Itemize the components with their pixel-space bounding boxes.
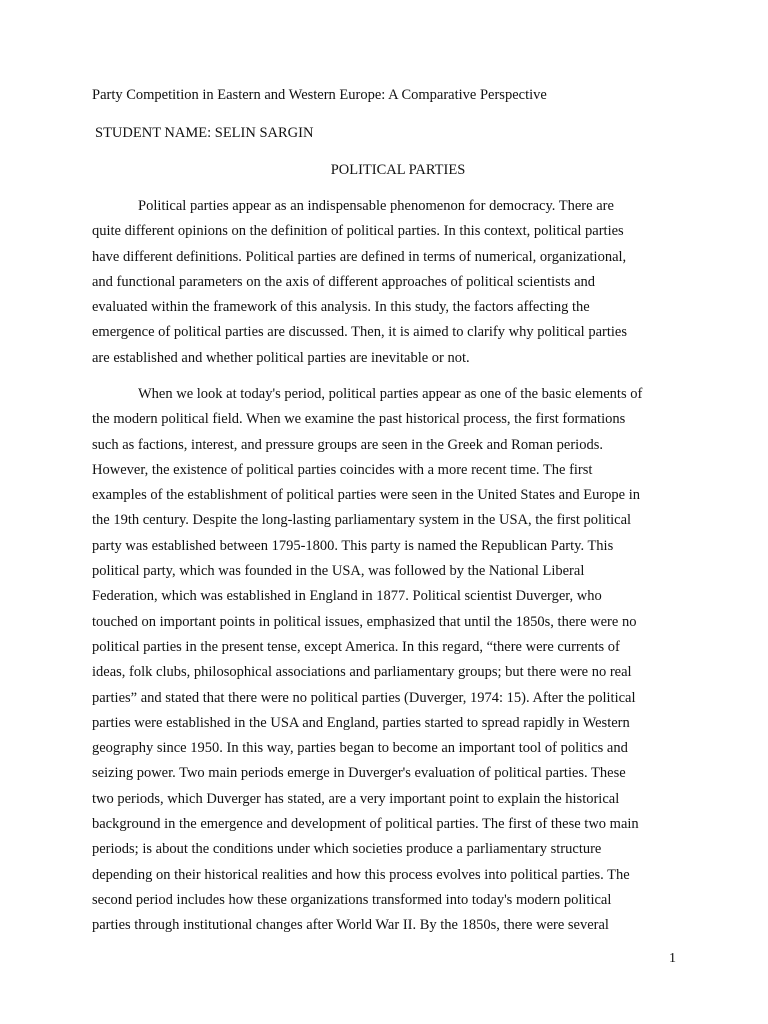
paragraph-line: such as factions, interest, and pressure groups are seen in the Greek and Roman periods. <box>92 436 603 453</box>
paragraph-line: the 19th century. Despite the long-lasting parliamentary system in the USA, the first political <box>92 512 632 529</box>
paragraph-line: have different definitions. Political parties are defined in terms of numerical, organizational, <box>92 248 627 265</box>
document-title: Party Competition in Eastern and Western Europe: A Comparative Perspective <box>92 87 547 103</box>
paragraph-line: two periods, which Duverger has stated, are a very important point to explain the historical <box>92 790 620 807</box>
paragraph-line: second period includes how these organizations transformed into today's modern political <box>92 891 612 908</box>
paragraph-line: parties were established in the USA and England, parties started to spread rapidly in Western <box>92 714 630 731</box>
paragraph-line: However, the existence of political parties coincides with a more recent time. The first <box>92 461 593 478</box>
paragraph-line: geography since 1950. In this way, parties began to become an important tool of politics and <box>92 740 628 757</box>
paragraph-line: quite different opinions on the definition of political parties. In this context, political parties <box>92 223 624 240</box>
paragraph-line: examples of the establishment of political parties were seen in the United States and Europe in <box>92 487 641 504</box>
paragraph-line: When we look at today's period, political parties appear as one of the basic elements of <box>138 386 643 402</box>
paragraph-line: are established and whether political parties are inevitable or not. <box>92 349 470 366</box>
paragraph-line: Federation, which was established in England in 1877. Political scientist Duverger, who <box>92 588 602 605</box>
paragraph-line: seizing power. Two main periods emerge in Duverger's evaluation of political parties. These <box>92 765 626 782</box>
student-name-line: STUDENT NAME: SELIN SARGIN <box>95 125 314 141</box>
paragraph-line: and functional parameters on the axis of different approaches of political scientists and <box>92 273 596 290</box>
paragraph-line: ideas, folk clubs, philosophical associations and parliamentary groups; but there were no real <box>92 664 632 681</box>
paragraph <box>92 382 680 939</box>
paragraph-line: parties through institutional changes after World War II. By the 1850s, there were several <box>92 917 609 934</box>
paragraph-line: Political parties appear as an indispensable phenomenon for democracy. There are <box>138 198 614 214</box>
paragraph-line: political parties in the present tense, except America. In this regard, “there were currents of <box>92 638 620 655</box>
section-heading: POLITICAL PARTIES <box>330 162 466 178</box>
paragraph-line: the modern political field. When we examine the past historical process, the first formations <box>92 411 626 428</box>
paragraph-line: parties” and stated that there were no political parties (Duverger, 1974: 15). After the political <box>92 689 636 706</box>
page-number: 1 <box>669 951 676 966</box>
paragraph-line: background in the emergence and development of political parties. The first of these two main <box>92 816 639 833</box>
paragraph-line: evaluated within the framework of this analysis. In this study, the factors affecting the <box>92 299 590 316</box>
paragraph-line: emergence of political parties are discussed. Then, it is aimed to clarify why political parties <box>92 324 627 341</box>
paragraph-line: depending on their historical realities and how this process evolves into political parties. The <box>92 866 630 883</box>
paragraph <box>92 194 680 371</box>
paragraph-line: political party, which was founded in the USA, was followed by the National Liberal <box>92 563 585 580</box>
paragraph-line: party was established between 1795-1800. This party is named the Republican Party. This <box>92 537 614 554</box>
paragraph-line: touched on important points in political issues, emphasized that until the 1850s, there were no <box>92 613 637 630</box>
paragraph-line: periods; is about the conditions under which societies produce a parliamentary structure <box>92 841 602 858</box>
